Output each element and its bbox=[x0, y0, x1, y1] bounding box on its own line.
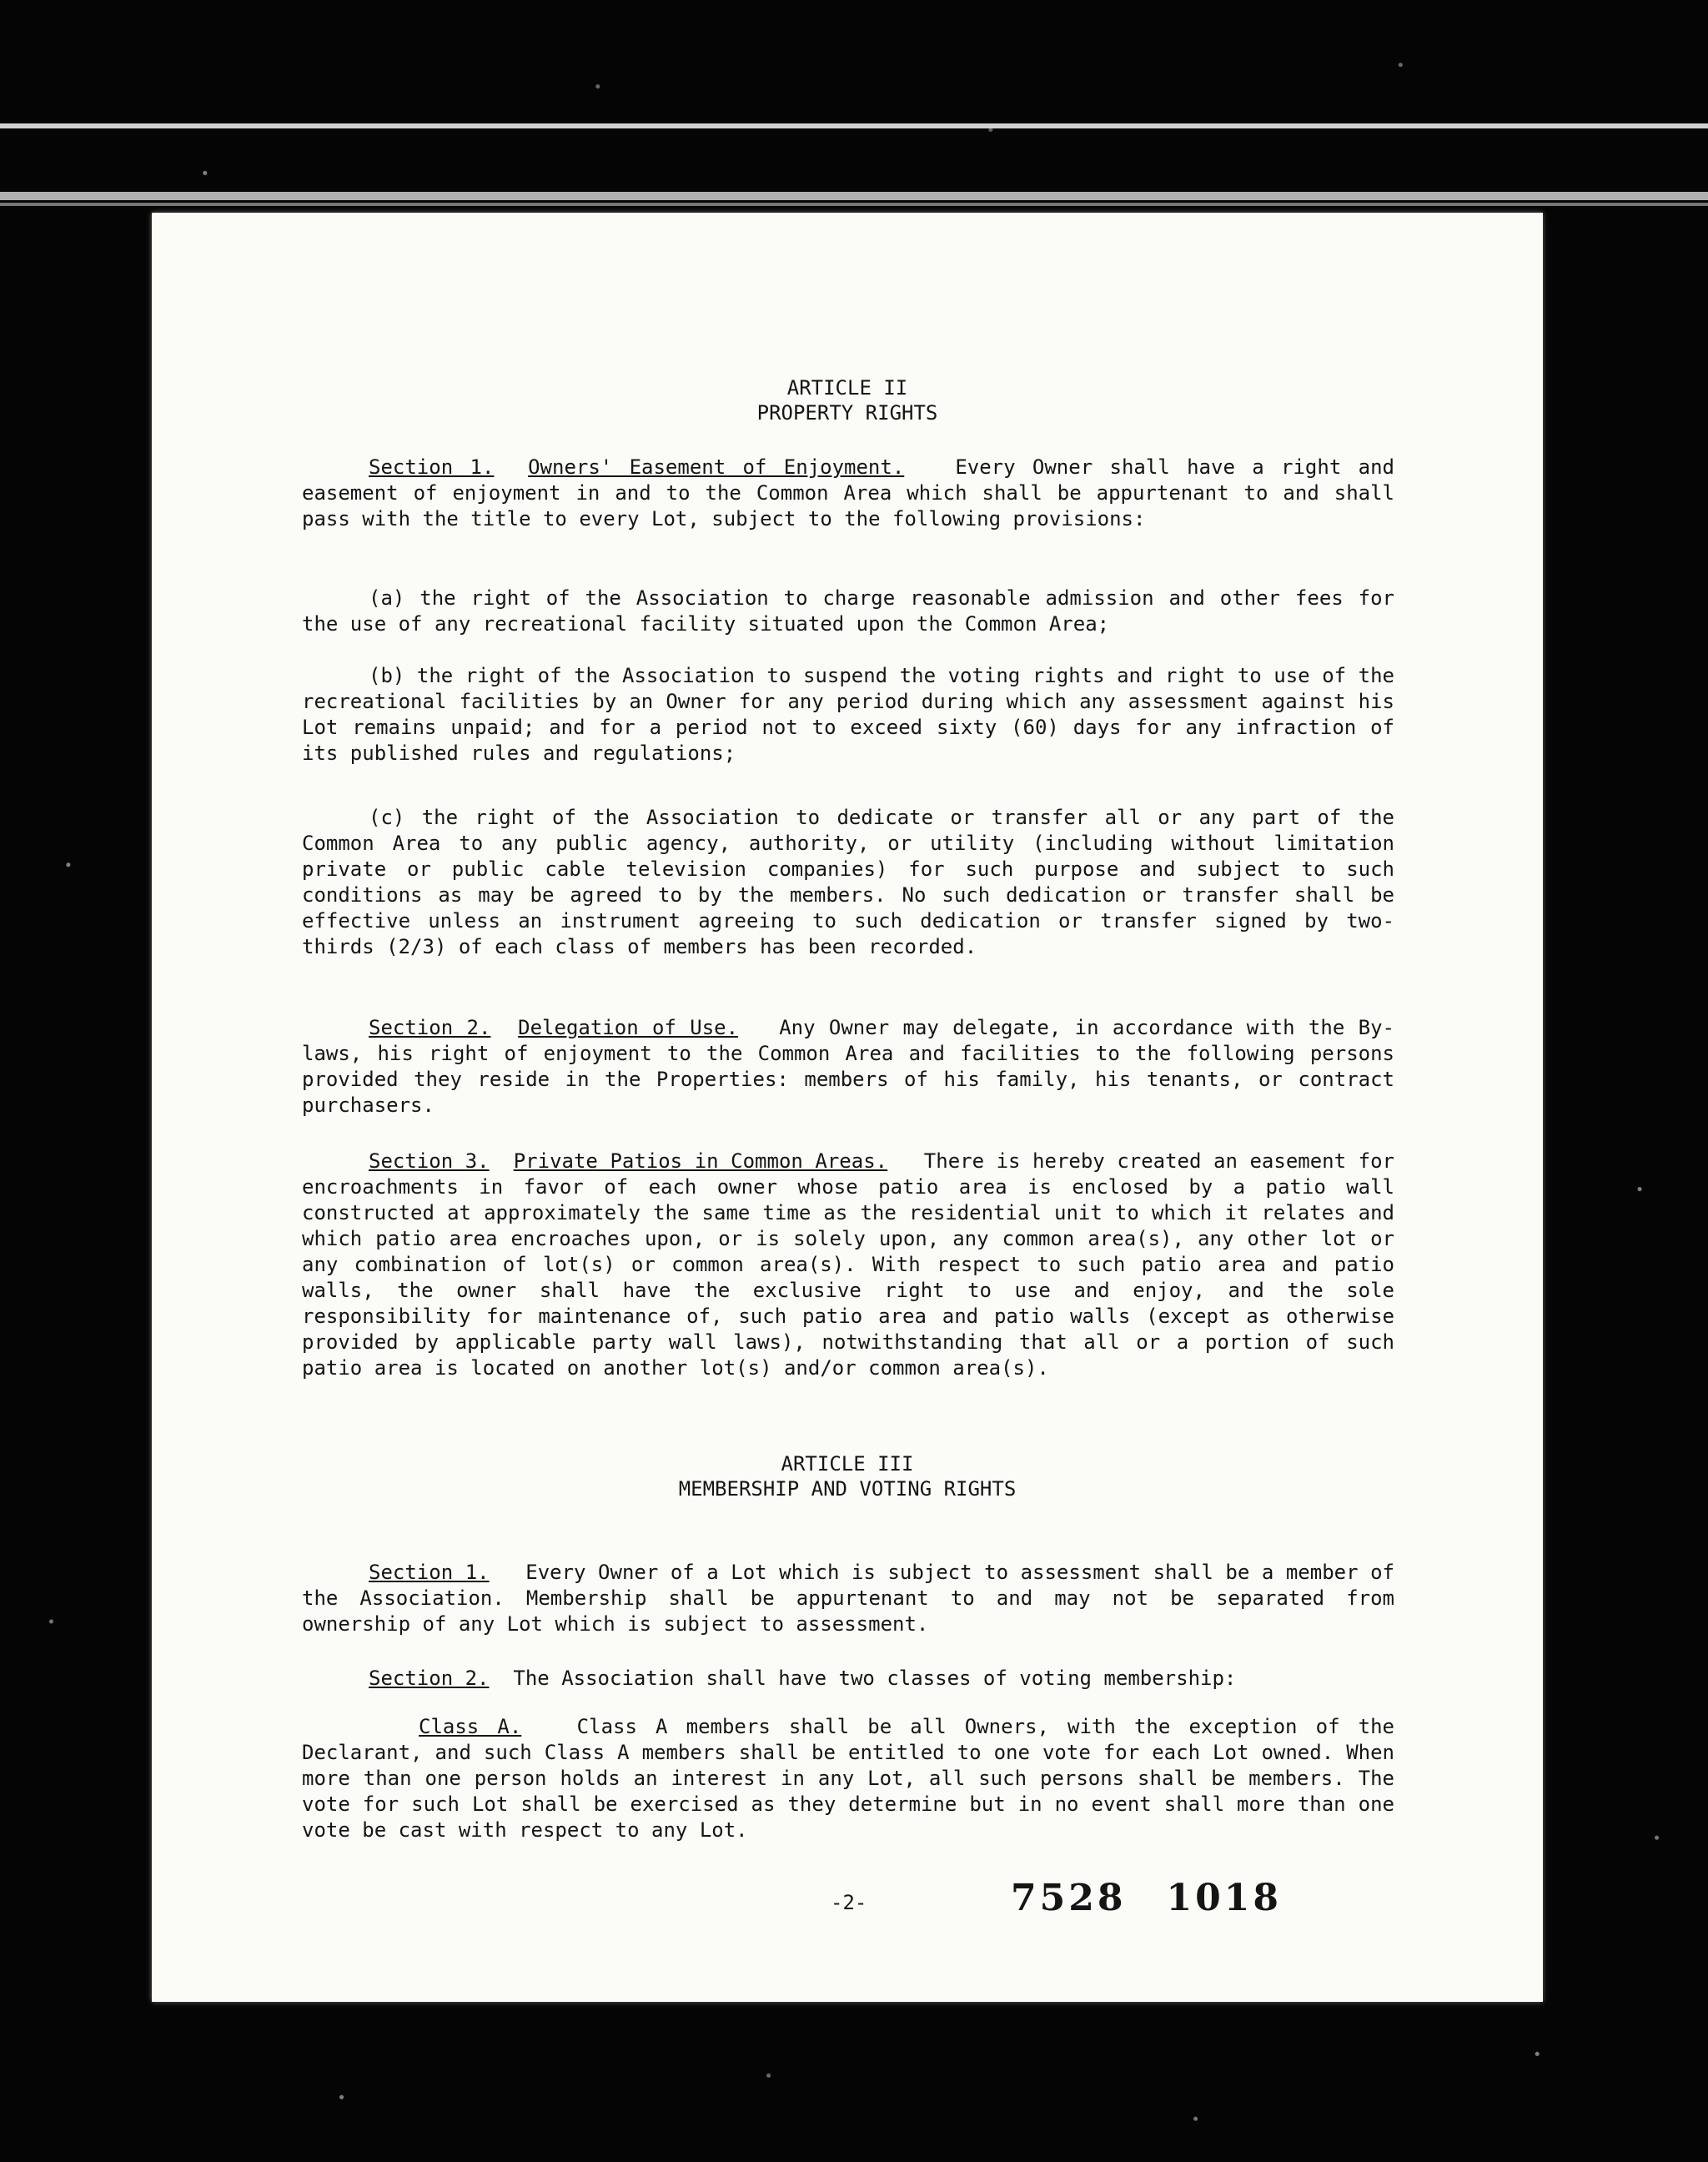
section-title: Owners' Easement of Enjoyment. bbox=[528, 455, 905, 479]
article-2-subheading: PROPERTY RIGHTS bbox=[756, 401, 938, 425]
provision-a: (a) the right of the Association to charge reasonable admission and other fees for the use of any recreational facility situated upon the Common Area; bbox=[302, 586, 1394, 636]
page-number: -2- bbox=[831, 1891, 867, 1914]
section-label: Section 2. bbox=[369, 1016, 491, 1039]
book-number: 7528 bbox=[1011, 1877, 1127, 1919]
section-body: The Association shall have two classes of voting membership: bbox=[513, 1667, 1237, 1690]
provision-c: (c) the right of the Association to dedicate or transfer all or any part of the Common Area to any public agency, authority, or utility (including without limitation private or public cable television companies) for such purpose and subject to such conditions as may be agreed to by the members. No such dedication or transfer shall be effective unless an instrument agreeing to such dedication or transfer signed by two-thirds (2/3) of each class of members has been recorded. bbox=[302, 806, 1394, 958]
section-label: Section 3. bbox=[369, 1149, 490, 1173]
section-label: Section 2. bbox=[369, 1667, 490, 1690]
document-page bbox=[152, 213, 1543, 2002]
class-label: Class A. bbox=[419, 1715, 522, 1738]
section-title: Delegation of Use. bbox=[518, 1016, 739, 1039]
article-3-heading: ARTICLE III bbox=[781, 1452, 914, 1476]
scan-artifact-line bbox=[0, 192, 1708, 200]
article-3-subheading: MEMBERSHIP AND VOTING RIGHTS bbox=[678, 1477, 1017, 1501]
section-body: Every Owner of a Lot which is subject to assessment shall be a member of the Association. Membership shall be appurtenant to and may not be separated from ownership of any Lot which is subject to assessment. bbox=[302, 1561, 1394, 1636]
scan-artifact-line bbox=[0, 123, 1708, 128]
provision-b: (b) the right of the Association to suspend the voting rights and right to use of the recreational facilities by an Owner for any period during which any assessment against his Lot remains unpaid; and for a period not to exceed sixty (60) days for any infraction of its published rules and regulations; bbox=[302, 664, 1394, 765]
section-body: Any Owner may delegate, in accordance with the By-laws, his right of enjoyment to the Common Area and facilities to the following persons provided they reside in the Properties: members of his family, his tenants, or contract purchasers. bbox=[302, 1016, 1394, 1117]
class-body: Class A members shall be all Owners, with the exception of the Declarant, and such Class A members shall be entitled to one vote for each Lot owned. When more than one person holds an interest in any Lot, all such persons shall be members. The vote for such Lot shall be exercised as they determine but in no event shall more than one vote be cast with respect to any Lot. bbox=[302, 1715, 1394, 1842]
section-body: There is hereby created an easement for encroachments in favor of each owner whose patio area is enclosed by a patio wall constructed at approximately the same time as the residential unit to which it relates and which patio area encroaches upon, or is solely upon, any common area(s), any other lot or any combination of lot(s) or common area(s). With respect to such patio area and patio walls, the owner shall have the exclusive right to use and enjoy, and the sole responsibility for maintenance of, such patio area and patio walls (except as otherwise provided by applicable party wall laws), notwithstanding that all or a portion of such patio area is located on another lot(s) and/or common area(s). bbox=[302, 1149, 1394, 1380]
article-2-section-3 bbox=[302, 1149, 1394, 1381]
section-label: Section 1. bbox=[369, 1561, 490, 1584]
section-label: Section 1. bbox=[369, 455, 495, 479]
article-3-section-2 bbox=[302, 1666, 1394, 1692]
article-2-section-2 bbox=[302, 1015, 1394, 1119]
article-2-heading: ARTICLE II bbox=[786, 376, 908, 400]
article-3-section-1 bbox=[302, 1560, 1394, 1637]
article-2-section-1 bbox=[302, 455, 1394, 532]
page-ref: 1018 bbox=[1166, 1877, 1282, 1919]
recording-stamp bbox=[1011, 1877, 1322, 1919]
class-a bbox=[302, 1714, 1394, 1843]
scan-artifact-line bbox=[0, 203, 1708, 206]
section-title: Private Patios in Common Areas. bbox=[513, 1149, 888, 1173]
section-body: Every Owner shall have a right and easement of enjoyment in and to the Common Area which shall be appurtenant to and shall pass with the title to every Lot, subject to the following provisions: bbox=[302, 455, 1394, 530]
